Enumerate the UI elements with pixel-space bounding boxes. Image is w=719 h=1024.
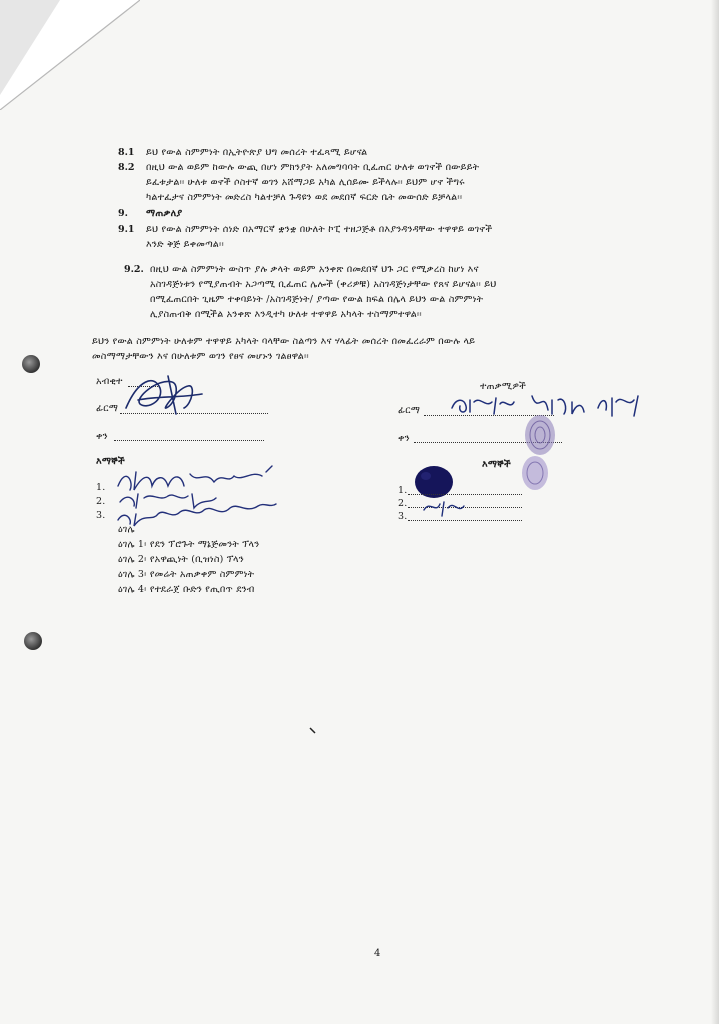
attachment-item: ዕገሌ 2፡ የአዋጪነት (ቢዝነስ) ፕላን bbox=[118, 554, 244, 565]
clause-text: ይህ የውል ስምምነት በኢትዮጵያ ህግ መሰረት ተፈጻሚ ይሆናል bbox=[146, 147, 368, 158]
witness-number: 3. bbox=[96, 510, 106, 521]
party-role-label: ተጠቃሚዎች bbox=[480, 381, 527, 392]
clause-line: በዚህ ውል ስምምነት ውስጥ ያሉ ቃላት ወይም አንቀጽ በመደበኛ ህጉ ጋር የሚቃረስ ከሆነ እና bbox=[150, 264, 479, 275]
clause-line: አስገዳጅነቱን የሚያጠብት አጋጣሚ ቢፈጠር ሌሎች (ቀሪዎቹ) አስገዳጅነታቸው የጸና ይሆናል፡፡ ይህ bbox=[150, 279, 497, 290]
witness-number: 1. bbox=[96, 482, 106, 493]
attachment-item: ዕገሌ 3፡ የመሬት አጠቃቀም ስምምነት bbox=[118, 569, 255, 580]
stray-mark bbox=[308, 726, 318, 736]
punch-hole-bottom bbox=[24, 632, 42, 650]
clause-line: እንድ ቅጅ ይቀመጣል፡፡ bbox=[146, 239, 224, 250]
section-title: ማጠቃለያ bbox=[146, 208, 183, 219]
witness-signatures bbox=[112, 462, 282, 528]
date-label: ቀን bbox=[96, 431, 108, 442]
witness-signature bbox=[420, 496, 470, 520]
closing-line: መስማማታቸውን እና በሁለቱም ወገን የፀና መሆኑን ገልፀዋል፡፡ bbox=[92, 351, 309, 362]
witness-number: 2. bbox=[96, 496, 106, 507]
witness-number: 1. bbox=[398, 485, 408, 496]
attachment-item: ዕገሌ 4፡ የተደራጀ ቡድን የጢበጥ ደንብ bbox=[118, 584, 255, 595]
witness-line bbox=[408, 494, 522, 495]
clause-number: 9.1 bbox=[118, 224, 135, 235]
clause-line: በሚፈጠርበት ጊዜም ተቀባይነት /አስገዳጅነት/ ያጣው የውል ክፍል በሌላ ይህን ውል ስምምነት bbox=[150, 294, 484, 305]
date-label: ቀን bbox=[398, 433, 410, 444]
date-line bbox=[114, 440, 264, 441]
witness-number: 3. bbox=[398, 511, 408, 522]
signature-label: ፊርማ bbox=[398, 405, 421, 416]
clause-line: በዚህ ውል ወይም ከውሉ ውጪ በሆነ ምክንያት አለመግባባት ቢፈጠር ሁለቱ ወገኖች በውይይት bbox=[146, 162, 480, 173]
clause-line: ካልተፈታና ስምምነት መድረስ ካልተቻለ ጉዳዩን ወደ መደበኛ ፍርድ ቤት መውሰድ ይቻላል፡፡ bbox=[146, 192, 463, 203]
section-number: 9. bbox=[118, 208, 128, 219]
page-number: 4 bbox=[374, 948, 381, 959]
witness-line bbox=[408, 520, 522, 521]
signature-mark bbox=[118, 370, 208, 420]
page-edge-shadow bbox=[711, 0, 719, 1024]
clause-number: 9.2. bbox=[124, 264, 144, 275]
witness-title: እማኞች bbox=[482, 459, 511, 470]
witness-title: እማኞች bbox=[96, 456, 125, 467]
clause-line: ይፈቱታል፡፡ ሁለቱ ወኖች ሶስተኛ ወገን አሸማጋይ አካል ሊሰይሙ ይችላሉ፡፡ ይህም ሆኖ ችግሩ bbox=[146, 177, 465, 188]
fingerprint-stamp bbox=[518, 452, 552, 494]
clause-line: ይህ የውል ስምምነት ሰነድ በአማርኛ ቋንቋ በሁለት ኮፒ ተዘጋጅቶ በእያንዳንዳቸው ተዋዋይ ወገኖች bbox=[146, 224, 493, 235]
folded-corner bbox=[0, 0, 140, 110]
attachment-item: ዕገሌ 1፡ የደን ፕሮጉት ማኔጅመንት ፕላን bbox=[118, 539, 260, 550]
closing-line: ይህን የውል ስምምነት ሁለቱም ተዋዋይ አካላት ባላቸው ስልጣን እና ሃላፊት መሰረት በመፈረራም በውሉ ላይ bbox=[92, 336, 476, 347]
punch-hole-top bbox=[22, 355, 40, 373]
signature-label: ፊርማ bbox=[96, 403, 119, 414]
clause-line: ሊያስጠብቅ በሚችል አንቀጽ እንዲተካ ሁለቱ ተዋዋይ አካላት ተስማምተዋል፡፡ bbox=[150, 309, 422, 320]
attachments-title: ዕገሌ bbox=[118, 524, 135, 535]
clause-number: 8.2 bbox=[118, 162, 135, 173]
witness-number: 2. bbox=[398, 498, 408, 509]
clause-number: 8.1 bbox=[118, 147, 135, 158]
party-role-label: አብቂተ bbox=[96, 376, 123, 387]
